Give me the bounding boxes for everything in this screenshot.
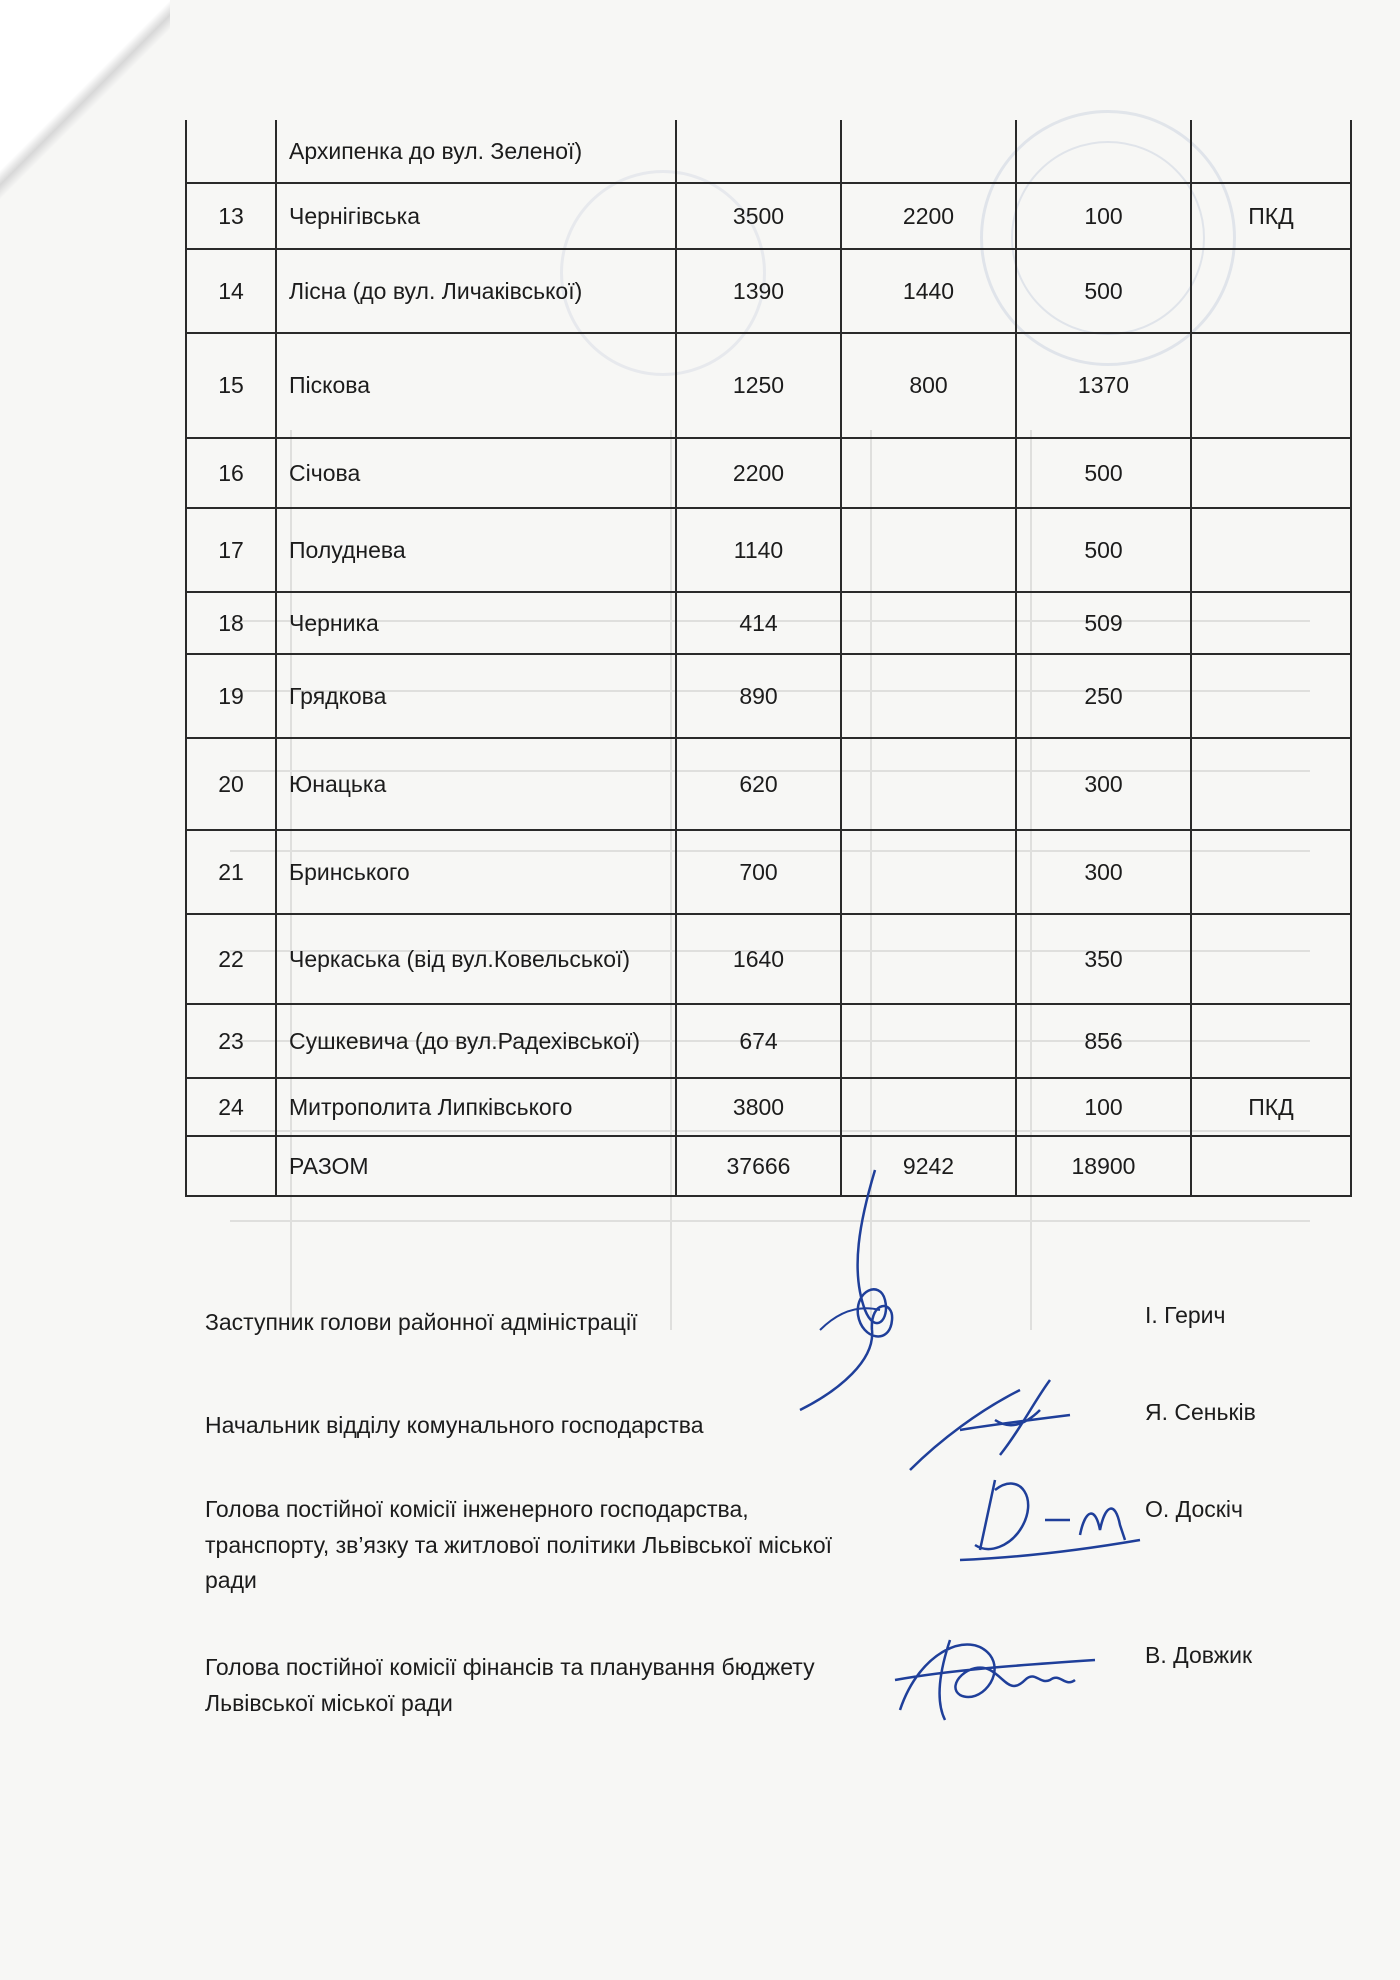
row-number: 22 (186, 914, 276, 1004)
street-name: Юнацька (276, 738, 676, 830)
table-row (186, 830, 1351, 914)
note-cell (1191, 654, 1351, 738)
total-note-cell (1191, 1136, 1351, 1196)
value-col-1: 1250 (676, 333, 841, 438)
note-cell (1191, 830, 1351, 914)
total-number-cell (186, 1136, 276, 1196)
value-col-3: 856 (1016, 1004, 1191, 1078)
row-number: 21 (186, 830, 276, 914)
street-name: Чернігівська (276, 183, 676, 249)
value-col-1: 3500 (676, 183, 841, 249)
value-col-2 (841, 830, 1016, 914)
table-total-row (186, 1136, 1351, 1196)
note-cell (1191, 914, 1351, 1004)
handwritten-signature-4 (880, 1610, 1100, 1730)
value-col-3: 300 (1016, 830, 1191, 914)
note-cell (1191, 249, 1351, 333)
row-number: 15 (186, 333, 276, 438)
table-row (186, 508, 1351, 592)
street-name: Полуднева (276, 508, 676, 592)
value-col-3: 500 (1016, 438, 1191, 508)
value-col-2 (841, 592, 1016, 654)
value-col-2: 2200 (841, 183, 1016, 249)
row-number: 20 (186, 738, 276, 830)
value-col-2 (841, 1078, 1016, 1136)
value-col-1: 674 (676, 1004, 841, 1078)
value-col-2: 1440 (841, 249, 1016, 333)
value-col-1: 1140 (676, 508, 841, 592)
note-cell (1191, 738, 1351, 830)
row-number: 14 (186, 249, 276, 333)
value-col-3: 100 (1016, 1078, 1191, 1136)
value-col-1: 1390 (676, 249, 841, 333)
value-col-3: 500 (1016, 249, 1191, 333)
value-col-2 (841, 120, 1016, 183)
table-row (186, 654, 1351, 738)
value-col-1 (676, 120, 841, 183)
table-row (186, 914, 1351, 1004)
note-cell (1191, 1004, 1351, 1078)
street-name: Черкаська (від вул.Ковельської) (276, 914, 676, 1004)
value-col-1: 620 (676, 738, 841, 830)
signatory-position-4: Голова постійної комісії фінансів та планування бюджету Львівської міської ради (205, 1654, 815, 1716)
value-col-2 (841, 914, 1016, 1004)
note-cell: ПКД (1191, 183, 1351, 249)
row-number: 19 (186, 654, 276, 738)
note-cell (1191, 120, 1351, 183)
street-name: Грядкова (276, 654, 676, 738)
street-name: Архипенка до вул. Зеленої) (276, 120, 676, 183)
table-row (186, 333, 1351, 438)
value-col-3: 250 (1016, 654, 1191, 738)
street-name: Піскова (276, 333, 676, 438)
row-number: 13 (186, 183, 276, 249)
street-name: Січова (276, 438, 676, 508)
value-col-3: 1370 (1016, 333, 1191, 438)
signatory-name-2: Я. Сеньків (1145, 1399, 1256, 1425)
value-col-1: 700 (676, 830, 841, 914)
value-col-1: 890 (676, 654, 841, 738)
total-value-col-2: 9242 (841, 1136, 1016, 1196)
value-col-3: 350 (1016, 914, 1191, 1004)
row-number: 16 (186, 438, 276, 508)
table-row (186, 438, 1351, 508)
street-name: Лісна (до вул. Личаківської) (276, 249, 676, 333)
handwritten-signature-3 (950, 1460, 1150, 1570)
table-row (186, 1004, 1351, 1078)
value-col-2 (841, 1004, 1016, 1078)
value-col-1: 1640 (676, 914, 841, 1004)
row-number: 18 (186, 592, 276, 654)
value-col-2 (841, 508, 1016, 592)
page-fold-corner (0, 0, 170, 200)
note-cell: ПКД (1191, 1078, 1351, 1136)
table-row (186, 738, 1351, 830)
row-number: 24 (186, 1078, 276, 1136)
row-number (186, 120, 276, 183)
value-col-2 (841, 738, 1016, 830)
table-row-carryover (186, 120, 1351, 183)
signatory-position-2: Начальник відділу комунального господарства (205, 1412, 704, 1438)
value-col-3 (1016, 120, 1191, 183)
table-row (186, 183, 1351, 249)
value-col-2 (841, 438, 1016, 508)
value-col-3: 509 (1016, 592, 1191, 654)
value-col-2: 800 (841, 333, 1016, 438)
total-value-col-1: 37666 (676, 1136, 841, 1196)
note-cell (1191, 508, 1351, 592)
value-col-1: 2200 (676, 438, 841, 508)
street-name: Бринського (276, 830, 676, 914)
signatory-position-1: Заступник голови районної адміністрації (205, 1309, 638, 1335)
row-number: 17 (186, 508, 276, 592)
total-label: РАЗОМ (276, 1136, 676, 1196)
row-number: 23 (186, 1004, 276, 1078)
signatory-name-4: В. Довжик (1145, 1642, 1253, 1668)
value-col-2 (841, 654, 1016, 738)
streets-table (185, 120, 1352, 1197)
value-col-3: 500 (1016, 508, 1191, 592)
table-row (186, 1078, 1351, 1136)
street-name: Черника (276, 592, 676, 654)
street-name: Сушкевича (до вул.Радехівської) (276, 1004, 676, 1078)
signatory-position-3: Голова постійної комісії інженерного господарства, транспорту, зв’язку та житлової політики Львівської міської ради (205, 1496, 833, 1594)
value-col-1: 414 (676, 592, 841, 654)
note-cell (1191, 333, 1351, 438)
value-col-1: 3800 (676, 1078, 841, 1136)
value-col-3: 100 (1016, 183, 1191, 249)
note-cell (1191, 438, 1351, 508)
table-row (186, 249, 1351, 333)
value-col-3: 300 (1016, 738, 1191, 830)
signatory-name-1: І. Герич (1145, 1302, 1226, 1328)
street-name: Митрополита Липківського (276, 1078, 676, 1136)
signatory-name-3: О. Доскіч (1145, 1496, 1243, 1522)
table-row (186, 592, 1351, 654)
total-value-col-3: 18900 (1016, 1136, 1191, 1196)
note-cell (1191, 592, 1351, 654)
